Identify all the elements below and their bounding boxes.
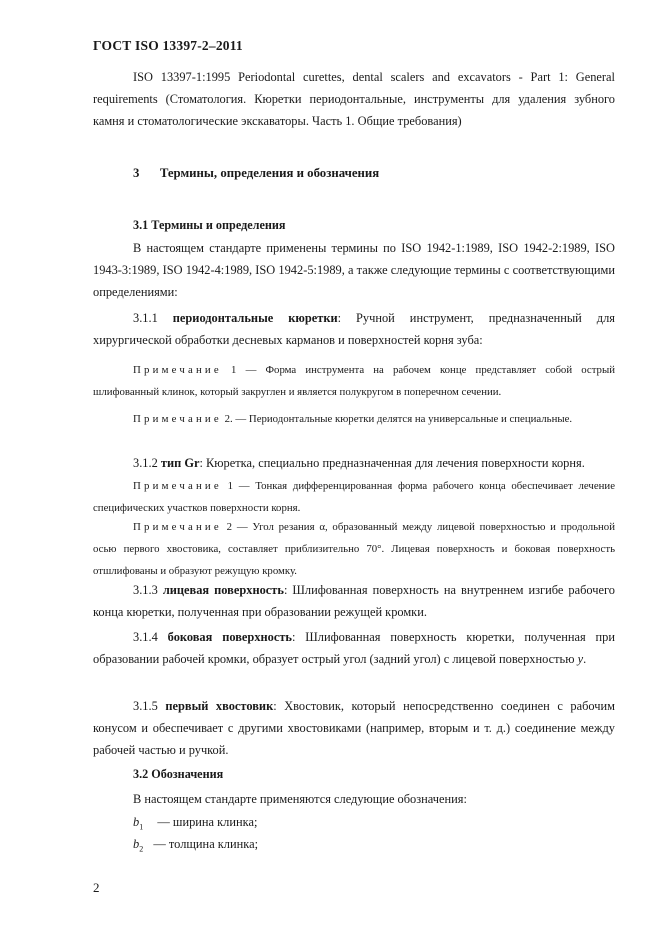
- term-number: 3.1.5: [133, 699, 158, 713]
- term-number: 3.1.1: [133, 311, 158, 325]
- term-definition: : Шлифованная поверхность кюретки, полученная при образовании рабочей кромки, образует острый угол (задний угол) с лицевой поверхностью: [93, 630, 615, 666]
- section-number: 3: [133, 166, 140, 180]
- term-definition: : Ручной инструмент, предназначенный для хирургической обработки десневых карманов и поверхностей корня зуба:: [93, 311, 615, 347]
- note-label: Примечание: [133, 480, 222, 492]
- term-definition: : Кюретка, специально предназначенная для лечения поверхности корня.: [199, 456, 585, 470]
- term-number: 3.1.4: [133, 630, 158, 644]
- symbol-index: 2: [139, 844, 144, 854]
- term-3-1-2: [93, 452, 615, 474]
- term-definition: : Хвостовик, который непосредственно соединен с рабочим конусом и обеспечивает с другими хвостовиками (например, вторым и т. д.) соединение между рабочей частью и ручкой.: [93, 699, 615, 757]
- section-heading: [133, 166, 379, 181]
- symbol-dash: —: [153, 837, 166, 851]
- note-text: 2 — Угол резания α, образованный между лицевой поверхностью и продольной осью первого хвостовика, составляет приблизительно 70°. Лицевая поверхность и боковая поверхность отшлифованы и образуют режущую кромку.: [93, 521, 615, 577]
- term-name: периодонтальные кюретки: [172, 311, 338, 325]
- symbol-dash: —: [157, 815, 170, 829]
- term-definition: : Шлифованная поверхность на внутреннем изгибе рабочего конца кюретки, полученная при образовании режущей кромки.: [93, 583, 615, 619]
- note-3-1-2-1: [93, 475, 615, 519]
- normative-reference: ISO 13397-1:1995 Periodontal curettes, dental scalers and excavators - Part 1: General requirements (Стоматология. Кюретки периодонтальные, инструменты для удаления зубного камня и стоматологические экскаваторы. Часть 1. Общие требования): [93, 70, 615, 128]
- note-3-1-2-2: [93, 516, 615, 582]
- term-name: лицевая поверхность: [162, 583, 284, 597]
- terms-intro: В настоящем стандарте применены термины по ISO 1942-1:1989, ISO 1942-2:1989, ISO 1943-3:1989, ISO 1942-4:1989, ISO 1942-5:1989, а также следующие термины с соответствующими определениями:: [93, 241, 615, 299]
- term-name: боковая поверхность: [167, 630, 292, 644]
- document-header: ГОСТ ISO 13397-2–2011: [93, 38, 243, 53]
- term-symbol: y: [577, 652, 584, 666]
- symbol-letter: b: [133, 815, 140, 829]
- section-title: Термины, определения и обозначения: [159, 166, 380, 180]
- term-definition-end: .: [583, 652, 587, 666]
- note-text: 1 — Форма инструмента на рабочем конце представляет собой острый шлифованный клинок, который закруглен и является полукругом в поперечном сечении.: [93, 364, 615, 398]
- note-label: Примечание: [133, 521, 222, 533]
- symbol-description: толщина клинка;: [168, 837, 259, 851]
- term-3-1-5: [93, 695, 615, 761]
- symbol-index: 1: [139, 822, 144, 832]
- term-3-1-4: [93, 626, 615, 670]
- symbols-intro: В настоящем стандарте применяются следующие обозначения:: [133, 792, 467, 806]
- symbol-letter: b: [133, 837, 140, 851]
- note-3-1-1-2: [93, 408, 615, 430]
- term-3-1-1: [93, 307, 615, 351]
- note-text: 1 — Тонкая дифференцированная форма рабочего конца обеспечивает лечение специфических участков поверхности корня.: [93, 480, 615, 514]
- symbol-entry: [133, 833, 258, 860]
- term-number: 3.1.3: [133, 583, 158, 597]
- subsection-heading-terms: 3.1 Термины и определения: [133, 218, 286, 232]
- symbol-description: ширина клинка;: [172, 815, 258, 829]
- term-number: 3.1.2: [133, 456, 158, 470]
- term-name: тип Gr: [160, 456, 200, 470]
- page-number: 2: [93, 880, 100, 895]
- note-label: Примечание: [133, 364, 222, 376]
- note-3-1-1-1: [93, 359, 615, 403]
- term-name: первый хвостовик: [165, 699, 274, 713]
- note-label: Примечание: [133, 413, 222, 425]
- note-text: 2. — Периодонтальные кюретки делятся на универсальные и специальные.: [221, 413, 573, 425]
- term-3-1-3: [93, 579, 615, 623]
- subsection-heading-symbols: 3.2 Обозначения: [133, 767, 224, 781]
